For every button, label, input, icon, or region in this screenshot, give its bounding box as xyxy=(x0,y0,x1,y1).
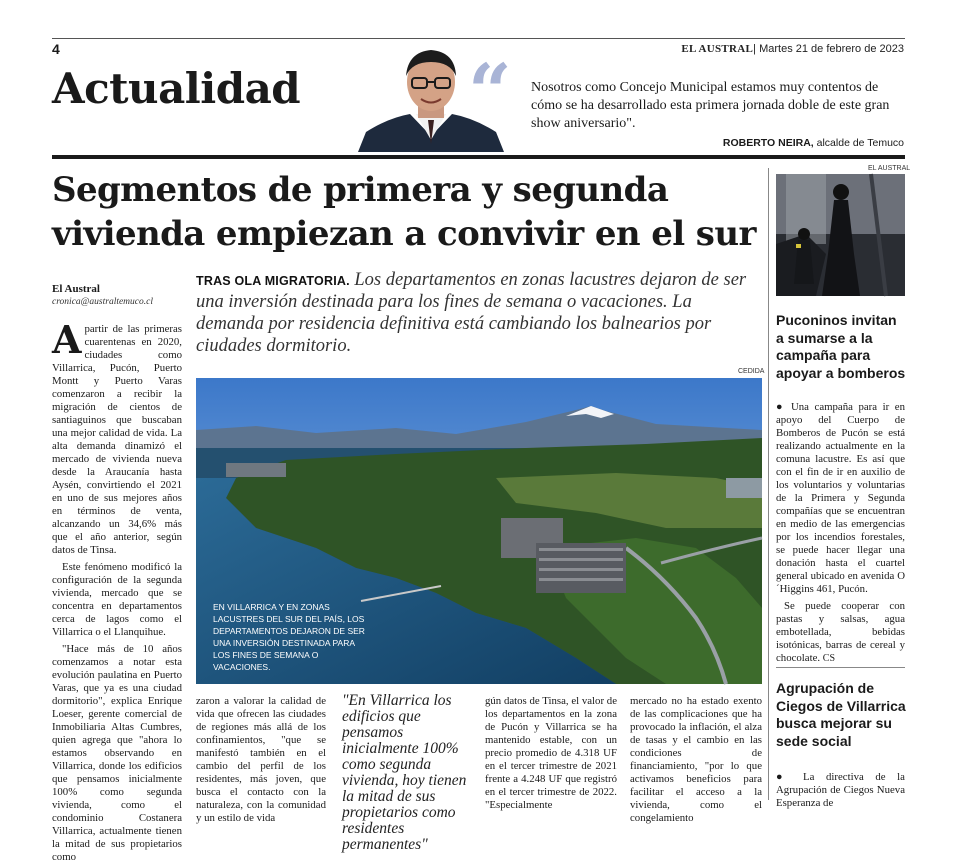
article-deck xyxy=(196,269,762,357)
paragraph: mercado no ha estado exento de las complicaciones que ha provocado la inflación, el alza de tasas y el cambio en las condiciones de financiamiento, "por lo que activamos beneficios para facilitar el acceso a la vivienda, como el congelamiento xyxy=(630,695,762,824)
article-column-1 xyxy=(52,317,182,863)
article-column-2 xyxy=(196,695,326,824)
sidebar-story-body: ● Una campaña para ir en apoyo del Cuerpo de Bomberos de Pucón se está realizando actualmente en la comuna lacustre. Es así que con el fin de ir en auxilio de los voluntarios y voluntarias de la Primera y Segunda compañías que se encuentran en medio de las emergencias por los incendios forestales, se puede hacer llegar una donación hasta el cuartel general ubicado en avenida O´Higgins 461, Pucón. Se puede cooperar con pastas y salsas, agua embotellada, bebidas isotónicas, barras de cereal y chocolate. CS xyxy=(776,401,905,664)
sidebar-photo-credit: EL AUSTRAL xyxy=(868,165,911,172)
end-mark: CS xyxy=(822,653,836,664)
drop-cap: A xyxy=(52,317,82,362)
sidebar-story-title: Puconinos invitan a sumarse a la campaña para apoyar a bomberos xyxy=(776,312,906,381)
deck-text: Los departamentos en zonas lacustres dejaron de ser una inversión destinada para los fines de semana o vacaciones. La demanda por residencia definitiva está cambiando los balnearios por ciudades dormitorio. xyxy=(196,270,747,356)
article-headline: Segmentos de primera y segunda vivienda empiezan a convivir en el sur xyxy=(52,170,756,254)
paragraph: "Hace más de 10 años comenzamos a notar esta evolución paulatina en Puerto Varas, que ya es una ciudad dormitorio", explica Enrique Loeser, gerente comercial de Inmobiliaria Altas Cumbres, quien agrega que "ahora lo estamos observando en Villarrica, donde los edificios que pensamos inicialmente 100% como segunda vivienda, como el condominio Costanera Villarrica, actualmente tienen la mitad de sus propietarios como xyxy=(52,643,182,863)
quote-author xyxy=(723,137,904,149)
quote-mark-icon: “ xyxy=(468,47,512,136)
pull-quote: "En Villarrica los edificios que pensamos inicialmente 100% como segunda vivienda, hoy tienen la mitad de sus propietarios como residentes permanentes" xyxy=(342,692,467,853)
byline: El Austral xyxy=(52,283,100,295)
quote-author-name: ROBERTO NEIRA, xyxy=(722,137,814,149)
paragraph: La directiva de la Agrupación de Ciegos Nueva Esperanza de xyxy=(776,771,905,809)
page-number: 4 xyxy=(52,41,60,57)
kicker: TRAS OLA MIGRATORIA. xyxy=(196,274,350,288)
paragraph: Se puede cooperar con pastas y salsas, agua embotellada, bebidas isotónicas, barras de cereal y chocolate. xyxy=(776,600,905,664)
sidebar-divider xyxy=(768,168,769,800)
quote-author-role: alcalde de Temuco xyxy=(813,137,904,149)
paragraph: zaron a valorar la calidad de vida que ofrecen las ciudades de regiones más allá de los confinamientos, "que se manifestó también en el cambio del perfil de los residentes, más joven, que busca el contacto con la naturaleza, con la comunidad y un estilo de vida xyxy=(196,695,326,824)
sidebar-story-divider xyxy=(776,667,905,668)
header-divider xyxy=(52,155,905,159)
newspaper-name: EL AUSTRAL xyxy=(681,43,754,55)
photo-credit: CEDIDA xyxy=(738,368,765,375)
photo-caption: EN VILLARRICA Y EN ZONAS LACUSTRES DEL SUR DEL PAÍS, LOS DEPARTAMENTOS DEJARON DE SER UNA INVERSIÓN DESTINADA PARA LOS FINES DE SEMANA O VACACIONES. xyxy=(213,602,365,672)
sidebar-story-body: ● La directiva de la Agrupación de Ciegos Nueva Esperanza de xyxy=(776,771,905,809)
sidebar-story-title: Agrupación de Ciegos de Villarrica busca mejorar su sede social xyxy=(776,680,906,749)
byline-email: cronica@australtemuco.cl xyxy=(52,297,153,307)
paragraph: partir de las primeras cuarentenas en 2020, ciudades como Villarrica, Pucón, Puerto Montt y Puerto Varas comenzaron a recibir la migración de cientos de santiaguinos que buscaban una mejor calidad de vida. La alta demanda dinamizó el mercado de vivienda nueva desde la Araucanía hasta Aysén, convirtiendo el 2021 en uno de sus mejores años en términos de venta, alcanzando un 34,6% más que el año anterior, según datos de Tinsa. xyxy=(52,323,182,556)
top-rule xyxy=(52,38,905,39)
paragraph: Una campaña para ir en apoyo del Cuerpo de Bomberos de Pucón se está realizando actualmente en la comuna lacustre. Es así que con el fin de ir en auxilio de los voluntarios y voluntarias de la Primera y Segunda compañías que se encuentran en medio de las emergencias por los incendios forestales, se puede hacer llegar una donación hasta el cuartel general ubicado en avenida O´Higgins 461, Pucón. xyxy=(776,401,905,595)
paragraph: Este fenómeno modificó la configuración de la segunda vivienda, mercado que se concentra en departamentos cerca de lagos como el Villarrica o el Llanquihue. xyxy=(52,561,182,638)
issue-date: | Martes 21 de febrero de 2023 xyxy=(753,43,904,55)
firefighters-photo xyxy=(776,174,905,296)
newspaper-info xyxy=(681,43,904,55)
quote-text: Nosotros como Concejo Municipal estamos muy contentos de cómo se ha desarrollado esta primera jornada doble de este gran show aniversario". xyxy=(531,80,890,131)
article-column-4 xyxy=(485,695,617,811)
paragraph: gún datos de Tinsa, el valor de los departamentos en la zona de Pucón y Villarrica se ha mantenido estable, con un precio promedio de 4.318 UF en el tercer trimestre de 2021 frente a 4.248 UF que registró en el tercer trimestre de 2022. "Especialmente xyxy=(485,695,617,811)
article-column-5 xyxy=(630,695,762,824)
section-title: Actualidad xyxy=(52,64,301,113)
